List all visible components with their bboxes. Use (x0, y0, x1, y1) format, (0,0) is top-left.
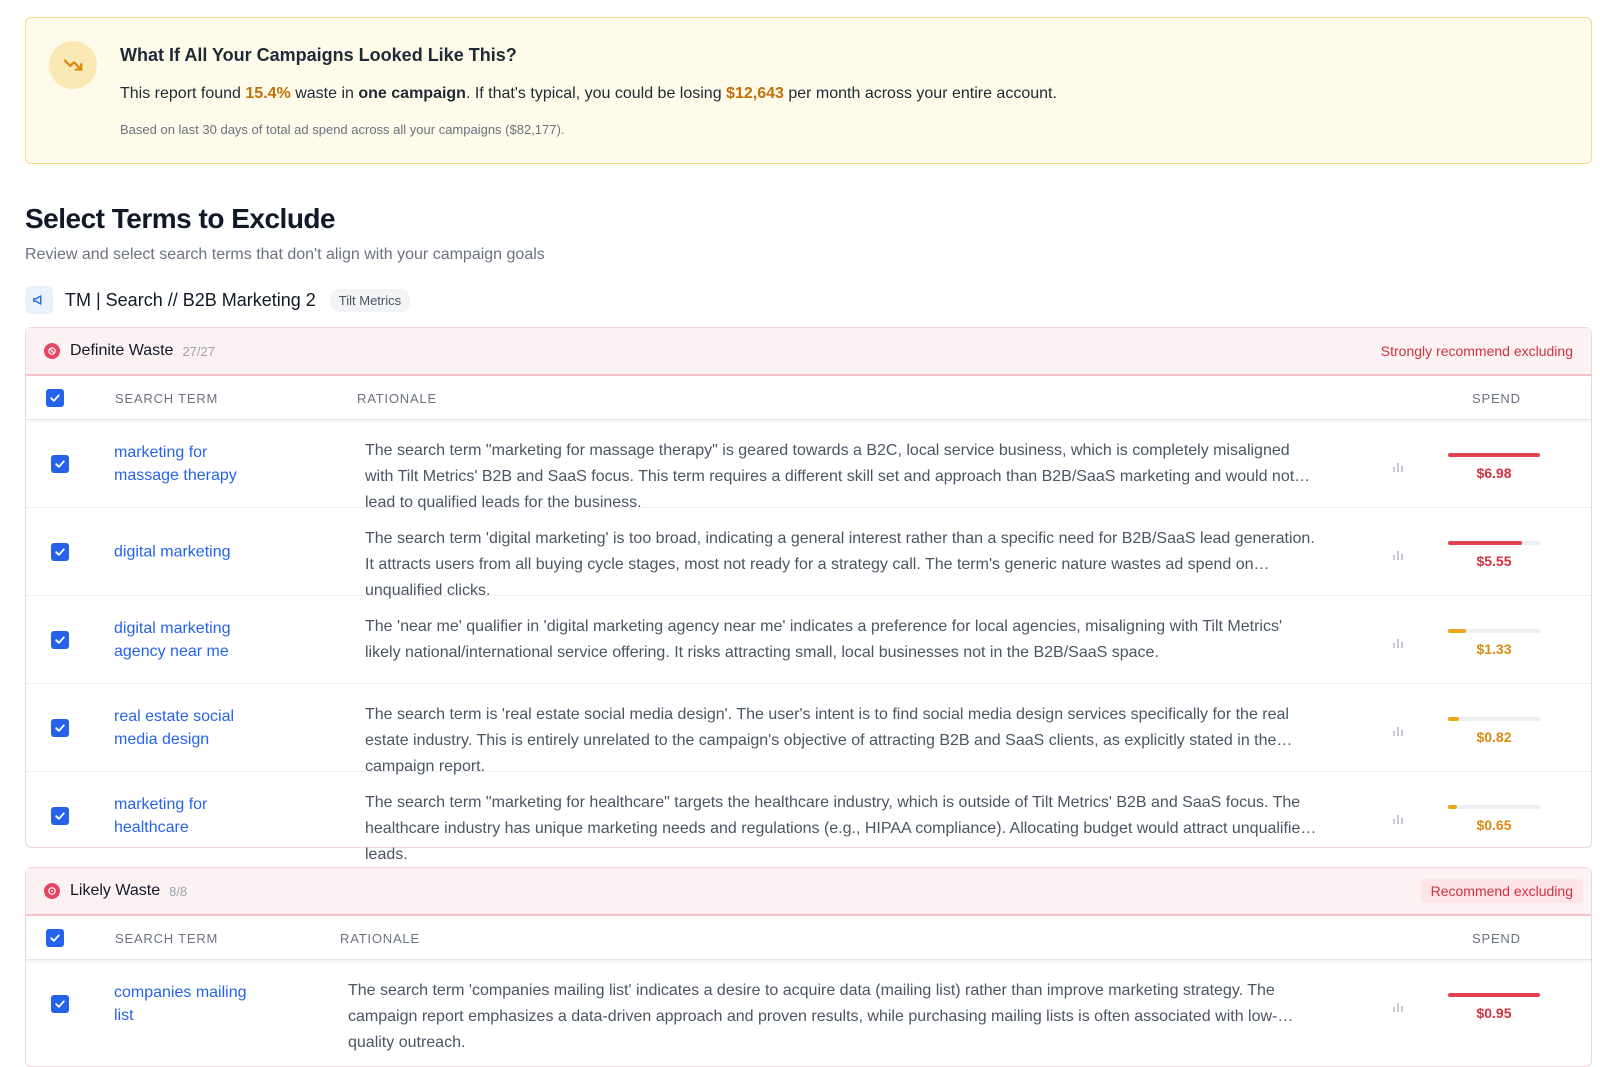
row-checkbox[interactable] (51, 455, 69, 473)
spend-bar-fill (1448, 993, 1540, 997)
account-tag: Tilt Metrics (330, 289, 410, 312)
page-title: Select Terms to Exclude (25, 203, 336, 234)
banner-title: What If All Your Campaigns Looked Like This? (120, 45, 517, 65)
spend-bar-fill (1448, 717, 1459, 721)
search-term-link[interactable]: companies mailing list (114, 984, 247, 1024)
campaign-name: TM | Search // B2B Marketing 2 (65, 289, 316, 310)
banner-text: waste in (290, 85, 359, 102)
rationale-text: The 'near me' qualifier in 'digital marketing agency near me' indicates a preference for local agencies, misaligning with Tilt Metrics' likely national/international service offering. It risks attracting small, local businesses not in the B2B/SaaS space. (365, 617, 1283, 661)
column-header-spend[interactable]: SPEND (1472, 391, 1521, 406)
group-recommendation: Strongly recommend excluding (1380, 343, 1573, 359)
banner-text: . If that's typical, you could be losing (465, 85, 727, 102)
column-header-search-term[interactable]: SEARCH TERM (115, 391, 219, 406)
spend-bar-fill (1448, 453, 1540, 457)
spend-bar (1448, 629, 1540, 633)
rationale-text: The search term "marketing for healthcare" targets the healthcare industry, which is outside of Tilt Metrics' B2B and SaaS focus. The healthcare industry has unique marketing needs and regulations (e.g., HIPAA compliance). Allocating budget would attract unqualified leads. (365, 794, 1310, 863)
spend-bar (1448, 717, 1540, 721)
waste-percentage: 15.4% (245, 85, 291, 102)
rationale-text: The search term 'digital marketing' is too broad, indicating a general interest rather than a specific need for B2B/SaaS lead generation. It attracts users from all buying cycle stages, most not ready for a strategy call. The term's generic nature wastes ad spend on unqualified clicks. (365, 529, 1315, 599)
group-count: 27/27 (182, 343, 215, 359)
group-definite-waste (25, 327, 1592, 863)
table-row[interactable] (26, 596, 1591, 684)
bar-chart-icon[interactable] (1392, 723, 1404, 733)
banner-text: This report found (120, 85, 246, 102)
search-term-link[interactable]: marketing for massage therapy (114, 443, 237, 484)
spend-bar (1448, 541, 1540, 545)
row-checkbox[interactable] (51, 719, 69, 737)
group-header (26, 868, 1591, 916)
campaign-header (25, 285, 410, 315)
rationale-text: The search term 'companies mailing list' indicates a desire to acquire data (mailing list) rather than improve marketing strategy. The campaign report emphasizes a data-driven approach and proven results, while purchasing mailing lists is often associated with low-quality outreach. (348, 982, 1278, 1051)
page-subtitle: Review and select search terms that don't align with your campaign goals (25, 246, 545, 263)
group-recommendation: Recommend excluding (1421, 879, 1583, 903)
table-row[interactable] (26, 420, 1591, 511)
bar-chart-icon[interactable] (1392, 999, 1404, 1009)
block-icon (44, 343, 60, 359)
trending-down-icon (49, 41, 97, 89)
table-header (26, 376, 1591, 420)
bar-chart-icon[interactable] (1392, 459, 1404, 469)
table-row[interactable] (26, 772, 1591, 863)
search-term-link[interactable]: marketing for healthcare (114, 796, 208, 836)
spend-value: $5.55 (1476, 553, 1512, 569)
spend-value: $0.82 (1476, 729, 1512, 745)
bar-chart-icon[interactable] (1392, 811, 1404, 821)
megaphone-icon (25, 286, 53, 314)
spend-bar (1448, 993, 1540, 997)
group-header (26, 328, 1591, 376)
table-row[interactable] (26, 960, 1591, 1051)
table-row[interactable] (26, 684, 1591, 775)
group-likely-waste (25, 867, 1592, 1067)
group-name: Definite Waste (70, 342, 174, 359)
row-checkbox[interactable] (51, 995, 69, 1013)
banner-message (120, 85, 1057, 103)
search-term-link[interactable]: digital marketing agency near me (114, 619, 231, 660)
bar-chart-icon[interactable] (1392, 635, 1404, 645)
spend-value: $6.98 (1476, 465, 1512, 481)
column-header-spend[interactable]: SPEND (1472, 931, 1521, 946)
spend-bar (1448, 805, 1540, 809)
banner-footnote: Based on last 30 days of total ad spend across all your campaigns ($82,177). (120, 122, 565, 137)
waste-scope: one campaign (358, 85, 466, 102)
search-term-link[interactable]: digital marketing (114, 543, 231, 560)
group-count: 8/8 (169, 883, 188, 899)
table-row[interactable] (26, 508, 1591, 599)
spend-bar (1448, 453, 1540, 457)
banner-text: per month across your entire account. (783, 85, 1057, 102)
alert-icon (44, 883, 60, 899)
spend-value: $0.95 (1476, 1005, 1512, 1021)
rationale-text: The search term "marketing for massage therapy" is geared towards a B2C, local service business, which is completely misaligned with Tilt Metrics' B2B and SaaS focus. This term requires a different skill set and approach than B2B/SaaS marketing and would not lead to qualified leads for the business. (365, 441, 1295, 511)
search-term-link[interactable]: real estate social media design (114, 707, 235, 748)
row-checkbox[interactable] (51, 631, 69, 649)
bar-chart-icon[interactable] (1392, 547, 1404, 557)
spend-value: $1.33 (1476, 641, 1512, 657)
row-checkbox[interactable] (51, 543, 69, 561)
rationale-text: The search term is 'real estate social media design'. The user's intent is to find social media design services specifically for the real estate industry. This is entirely unrelated to the campaign's objective of attracting B2B and SaaS clients, as explicitly stated in the campaign report. (365, 705, 1289, 775)
column-header-rationale: RATIONALE (340, 931, 420, 946)
column-header-rationale: RATIONALE (357, 391, 437, 406)
row-checkbox[interactable] (51, 807, 69, 825)
spend-value: $0.65 (1476, 817, 1512, 833)
column-header-search-term[interactable]: SEARCH TERM (115, 931, 219, 946)
group-name: Likely Waste (70, 882, 161, 899)
select-all-checkbox[interactable] (46, 389, 64, 407)
waste-projection-banner (25, 17, 1592, 164)
monthly-loss-amount: $12,643 (726, 85, 784, 102)
table-header (26, 916, 1591, 960)
spend-bar-fill (1448, 629, 1466, 633)
spend-bar-fill (1448, 805, 1457, 809)
select-all-checkbox[interactable] (46, 929, 64, 947)
spend-bar-fill (1448, 541, 1522, 545)
